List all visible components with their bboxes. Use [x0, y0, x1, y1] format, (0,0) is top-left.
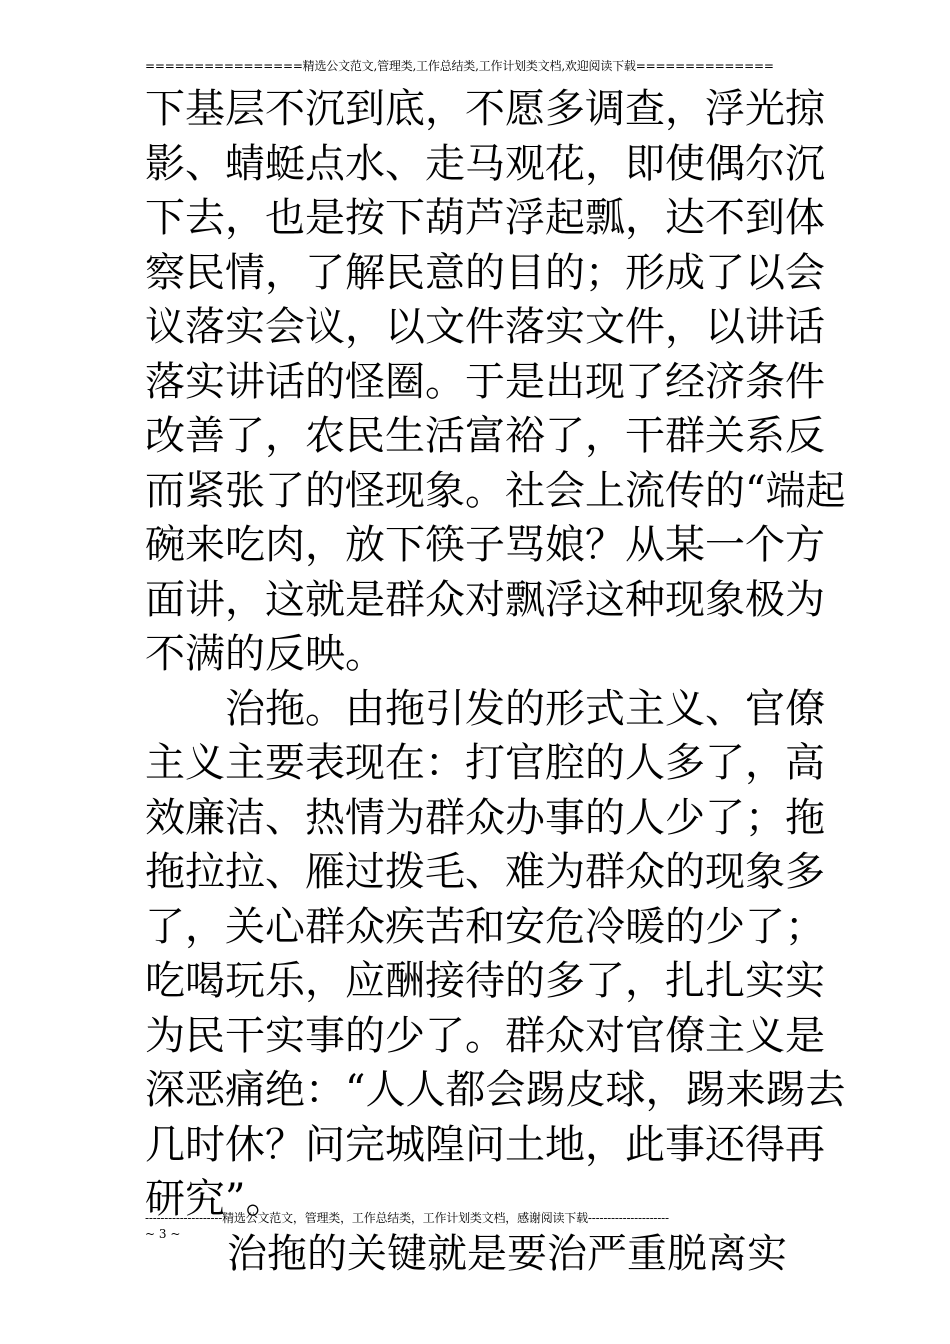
text-line: 议落实会议，以文件落实文件，以讲话	[145, 304, 825, 350]
paragraph-start-line: 治拖。由拖引发的形式主义、官僚	[225, 685, 825, 732]
text-line: 察民情，了解民意的目的；形成了以会	[145, 249, 825, 296]
text-line: 效廉洁、热情为群众办事的人少了；拖	[145, 794, 825, 841]
page-number: ~ 3 ~	[145, 1227, 181, 1241]
text-line: 为民干实事的少了。群众对官僚主义是	[145, 1012, 825, 1059]
text-line: 了，关心群众疾苦和安危冷暖的少了；	[145, 903, 825, 950]
paragraph-start-line: 治拖的关键就是要治严重脱离实	[227, 1230, 787, 1277]
text-line: 研究”。	[145, 1176, 286, 1222]
page-footer: --------------------精选公文范文，管理类，工作总结类，工作计划类文档，感谢阅读下载---------------------	[145, 1211, 669, 1225]
text-line: 主义主要表现在：打官腔的人多了，高	[145, 740, 825, 786]
text-line: 下基层不沉到底，不愿多调查，浮光掠	[145, 86, 825, 132]
text-line: 而紧张了的怪现象。社会上流传的“端起	[145, 467, 846, 514]
text-line: 面讲，这就是群众对飘浮这种现象极为	[145, 576, 825, 623]
text-line: 下去，也是按下葫芦浮起瓢，达不到体	[145, 195, 825, 241]
text-line: 落实讲话的怪圈。于是出现了经济条件	[145, 358, 825, 405]
page-header: ================精选公文范文,管理类,工作总结类,工作计划类文档,欢迎阅读下载==============	[145, 59, 774, 73]
text-line: 不满的反映。	[145, 631, 385, 677]
text-line: 碗来吃肉，放下筷子骂娘？从某一个方	[145, 522, 825, 568]
text-line: 拖拉拉、雁过拨毛、难为群众的现象多	[145, 849, 825, 895]
document-body	[145, 82, 846, 1281]
text-line: 吃喝玩乐，应酬接待的多了，扎扎实实	[145, 958, 825, 1004]
text-line: 影、蜻蜓点水、走马观花，即使偶尔沉	[145, 140, 825, 187]
text-line: 几时休？问完城隍问土地，此事还得再	[145, 1121, 825, 1168]
text-line: 改善了，农民生活富裕了，干群关系反	[145, 413, 825, 459]
text-line: 深恶痛绝：“人人都会踢皮球，踢来踢去	[145, 1067, 846, 1113]
